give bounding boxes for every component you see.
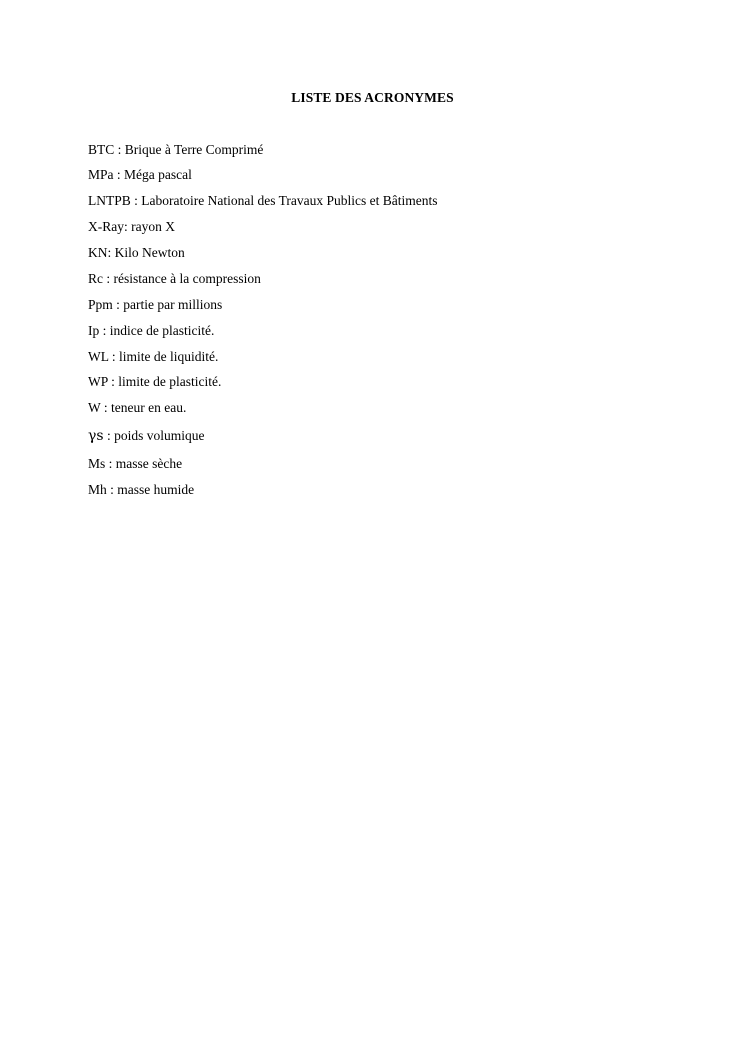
acronym-term: Ip xyxy=(88,323,100,338)
acronym-definition: rayon X xyxy=(131,219,176,234)
acronym-definition: Brique à Terre Comprimé xyxy=(124,142,264,157)
acronym-separator: : xyxy=(114,142,125,157)
acronym-separator: : xyxy=(106,482,118,497)
acronym-term: MPa xyxy=(88,167,114,182)
acronym-separator: : xyxy=(105,456,116,471)
acronym-item-ms xyxy=(88,455,437,473)
acronym-term: WP xyxy=(88,374,108,389)
acronym-separator: : xyxy=(124,219,132,234)
acronym-item-mh xyxy=(88,481,437,499)
acronym-definition: poids volumique xyxy=(114,428,205,443)
acronym-separator: : xyxy=(112,297,124,312)
acronym-definition: masse humide xyxy=(117,482,195,497)
acronym-list xyxy=(88,141,437,499)
acronym-item-wp xyxy=(88,373,437,391)
acronym-definition: Laboratoire National des Travaux Publics et Bâtiments xyxy=(141,193,438,208)
acronym-separator: : xyxy=(113,167,125,182)
acronym-item-ppm xyxy=(88,296,437,314)
acronym-item-wl xyxy=(88,348,437,366)
acronym-separator: : xyxy=(130,193,142,208)
acronym-item-btc xyxy=(88,141,437,159)
acronym-item-w xyxy=(88,399,437,417)
acronym-separator: : xyxy=(99,323,110,338)
acronym-definition: partie par millions xyxy=(123,297,223,312)
acronym-separator: : xyxy=(103,428,115,443)
acronym-term: BTC xyxy=(88,142,115,157)
acronym-term: X-Ray xyxy=(88,219,124,234)
page-title: LISTE DES ACRONYMES xyxy=(291,90,454,105)
acronym-item-kn xyxy=(88,244,437,262)
acronym-item-rc xyxy=(88,270,437,288)
acronym-item-lntpb xyxy=(88,192,437,210)
acronym-definition: masse sèche xyxy=(115,456,183,471)
acronym-definition: résistance à la compression xyxy=(113,271,261,286)
acronym-definition: limite de liquidité. xyxy=(119,349,219,364)
acronym-separator: : xyxy=(107,245,115,260)
acronym-term: γs xyxy=(88,428,104,444)
acronym-definition: indice de plasticité. xyxy=(109,323,215,338)
acronym-definition: teneur en eau. xyxy=(111,400,187,415)
acronym-term: WL xyxy=(88,349,109,364)
acronym-term: LNTPB xyxy=(88,193,131,208)
acronym-item-mpa xyxy=(88,166,437,184)
acronym-item-ip xyxy=(88,322,437,340)
acronym-term: Rc xyxy=(88,271,103,286)
acronym-separator: : xyxy=(108,349,120,364)
acronym-term: KN xyxy=(88,245,108,260)
acronym-separator: : xyxy=(107,374,119,389)
acronym-separator: : xyxy=(100,400,112,415)
acronym-term: Mh xyxy=(88,482,107,497)
acronym-term: Ms xyxy=(88,456,106,471)
acronym-term: W xyxy=(88,400,101,415)
acronym-definition: limite de plasticité. xyxy=(118,374,222,389)
acronym-item-x-ray xyxy=(88,218,437,236)
acronym-definition: Méga pascal xyxy=(124,167,192,182)
acronym-item-gamma-s xyxy=(88,427,437,445)
acronym-definition: Kilo Newton xyxy=(114,245,185,260)
acronym-separator: : xyxy=(103,271,114,286)
acronym-term: Ppm xyxy=(88,297,113,312)
